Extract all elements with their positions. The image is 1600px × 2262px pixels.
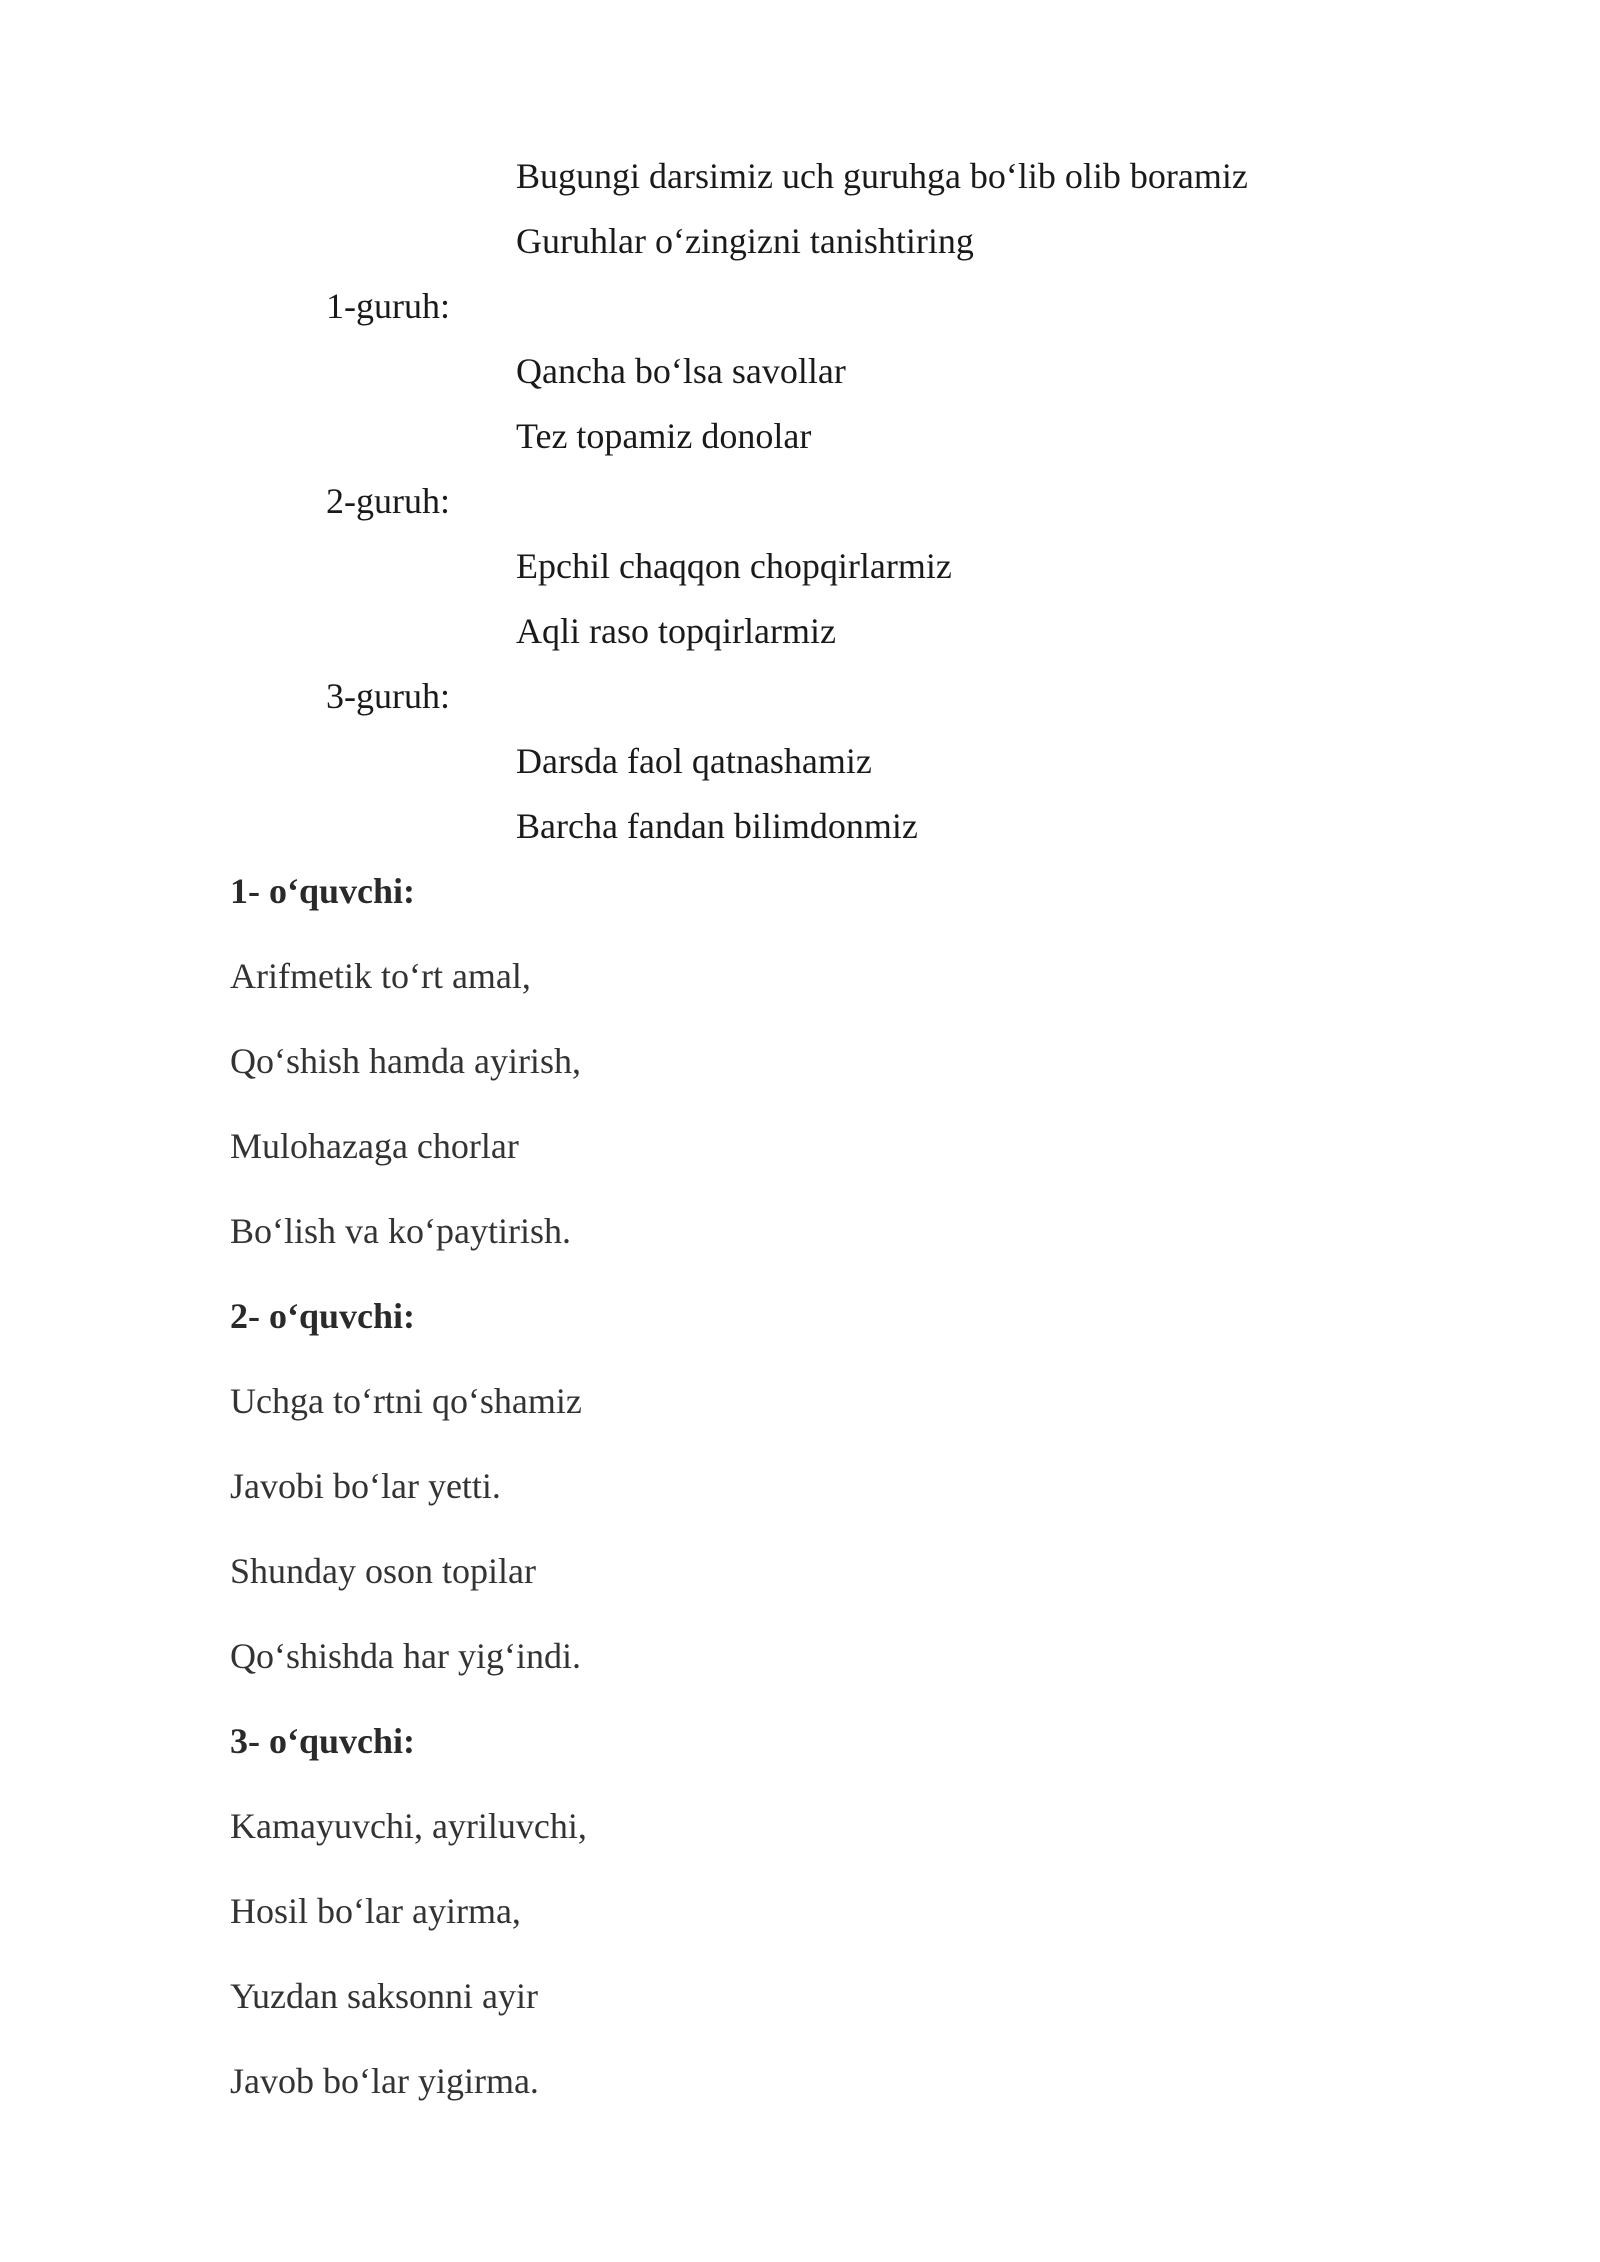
group-1-line-2: Tez topamiz donolar <box>516 416 812 456</box>
intro-line-1: Bugungi darsimiz uch guruhga bo‘lib olib boramiz <box>516 156 1248 196</box>
group-2-line-1: Epchil chaqqon chopqirlarmiz <box>516 546 952 586</box>
student-1-heading: 1- o‘quvchi: <box>230 871 416 911</box>
group-1-label: 1-guruh: <box>326 286 450 326</box>
group-2-line-2: Aqli raso topqirlarmiz <box>516 611 836 651</box>
group-3-line-1: Darsda faol qatnashamiz <box>516 741 872 781</box>
student-2-heading: 2- o‘quvchi: <box>230 1296 416 1336</box>
student-3-line-2: Hosil bo‘lar ayirma, <box>230 1891 521 1931</box>
student-2-line-1: Uchga to‘rtni qo‘shamiz <box>230 1381 582 1421</box>
group-3-line-2: Barcha fandan bilimdonmiz <box>516 806 918 846</box>
student-1-line-3: Mulohazaga chorlar <box>230 1126 519 1166</box>
intro-line-2: Guruhlar o‘zingizni tanishtiring <box>516 221 974 261</box>
group-3-label: 3-guruh: <box>326 676 450 716</box>
student-1-line-2: Qo‘shish hamda ayirish, <box>230 1041 581 1081</box>
group-1-line-1: Qancha bo‘lsa savollar <box>516 351 846 391</box>
student-3-heading: 3- o‘quvchi: <box>230 1721 416 1761</box>
student-1-line-4: Bo‘lish va ko‘paytirish. <box>230 1211 571 1251</box>
student-3-line-4: Javob bo‘lar yigirma. <box>230 2061 539 2101</box>
student-2-line-4: Qo‘shishda har yig‘indi. <box>230 1636 581 1676</box>
group-2-label: 2-guruh: <box>326 481 450 521</box>
student-1-line-1: Arifmetik to‘rt amal, <box>230 956 531 996</box>
student-3-line-3: Yuzdan saksonni ayir <box>230 1976 538 2016</box>
student-3-line-1: Kamayuvchi, ayriluvchi, <box>230 1806 587 1846</box>
student-2-line-3: Shunday oson topilar <box>230 1551 536 1591</box>
student-2-line-2: Javobi bo‘lar yetti. <box>230 1466 501 1506</box>
